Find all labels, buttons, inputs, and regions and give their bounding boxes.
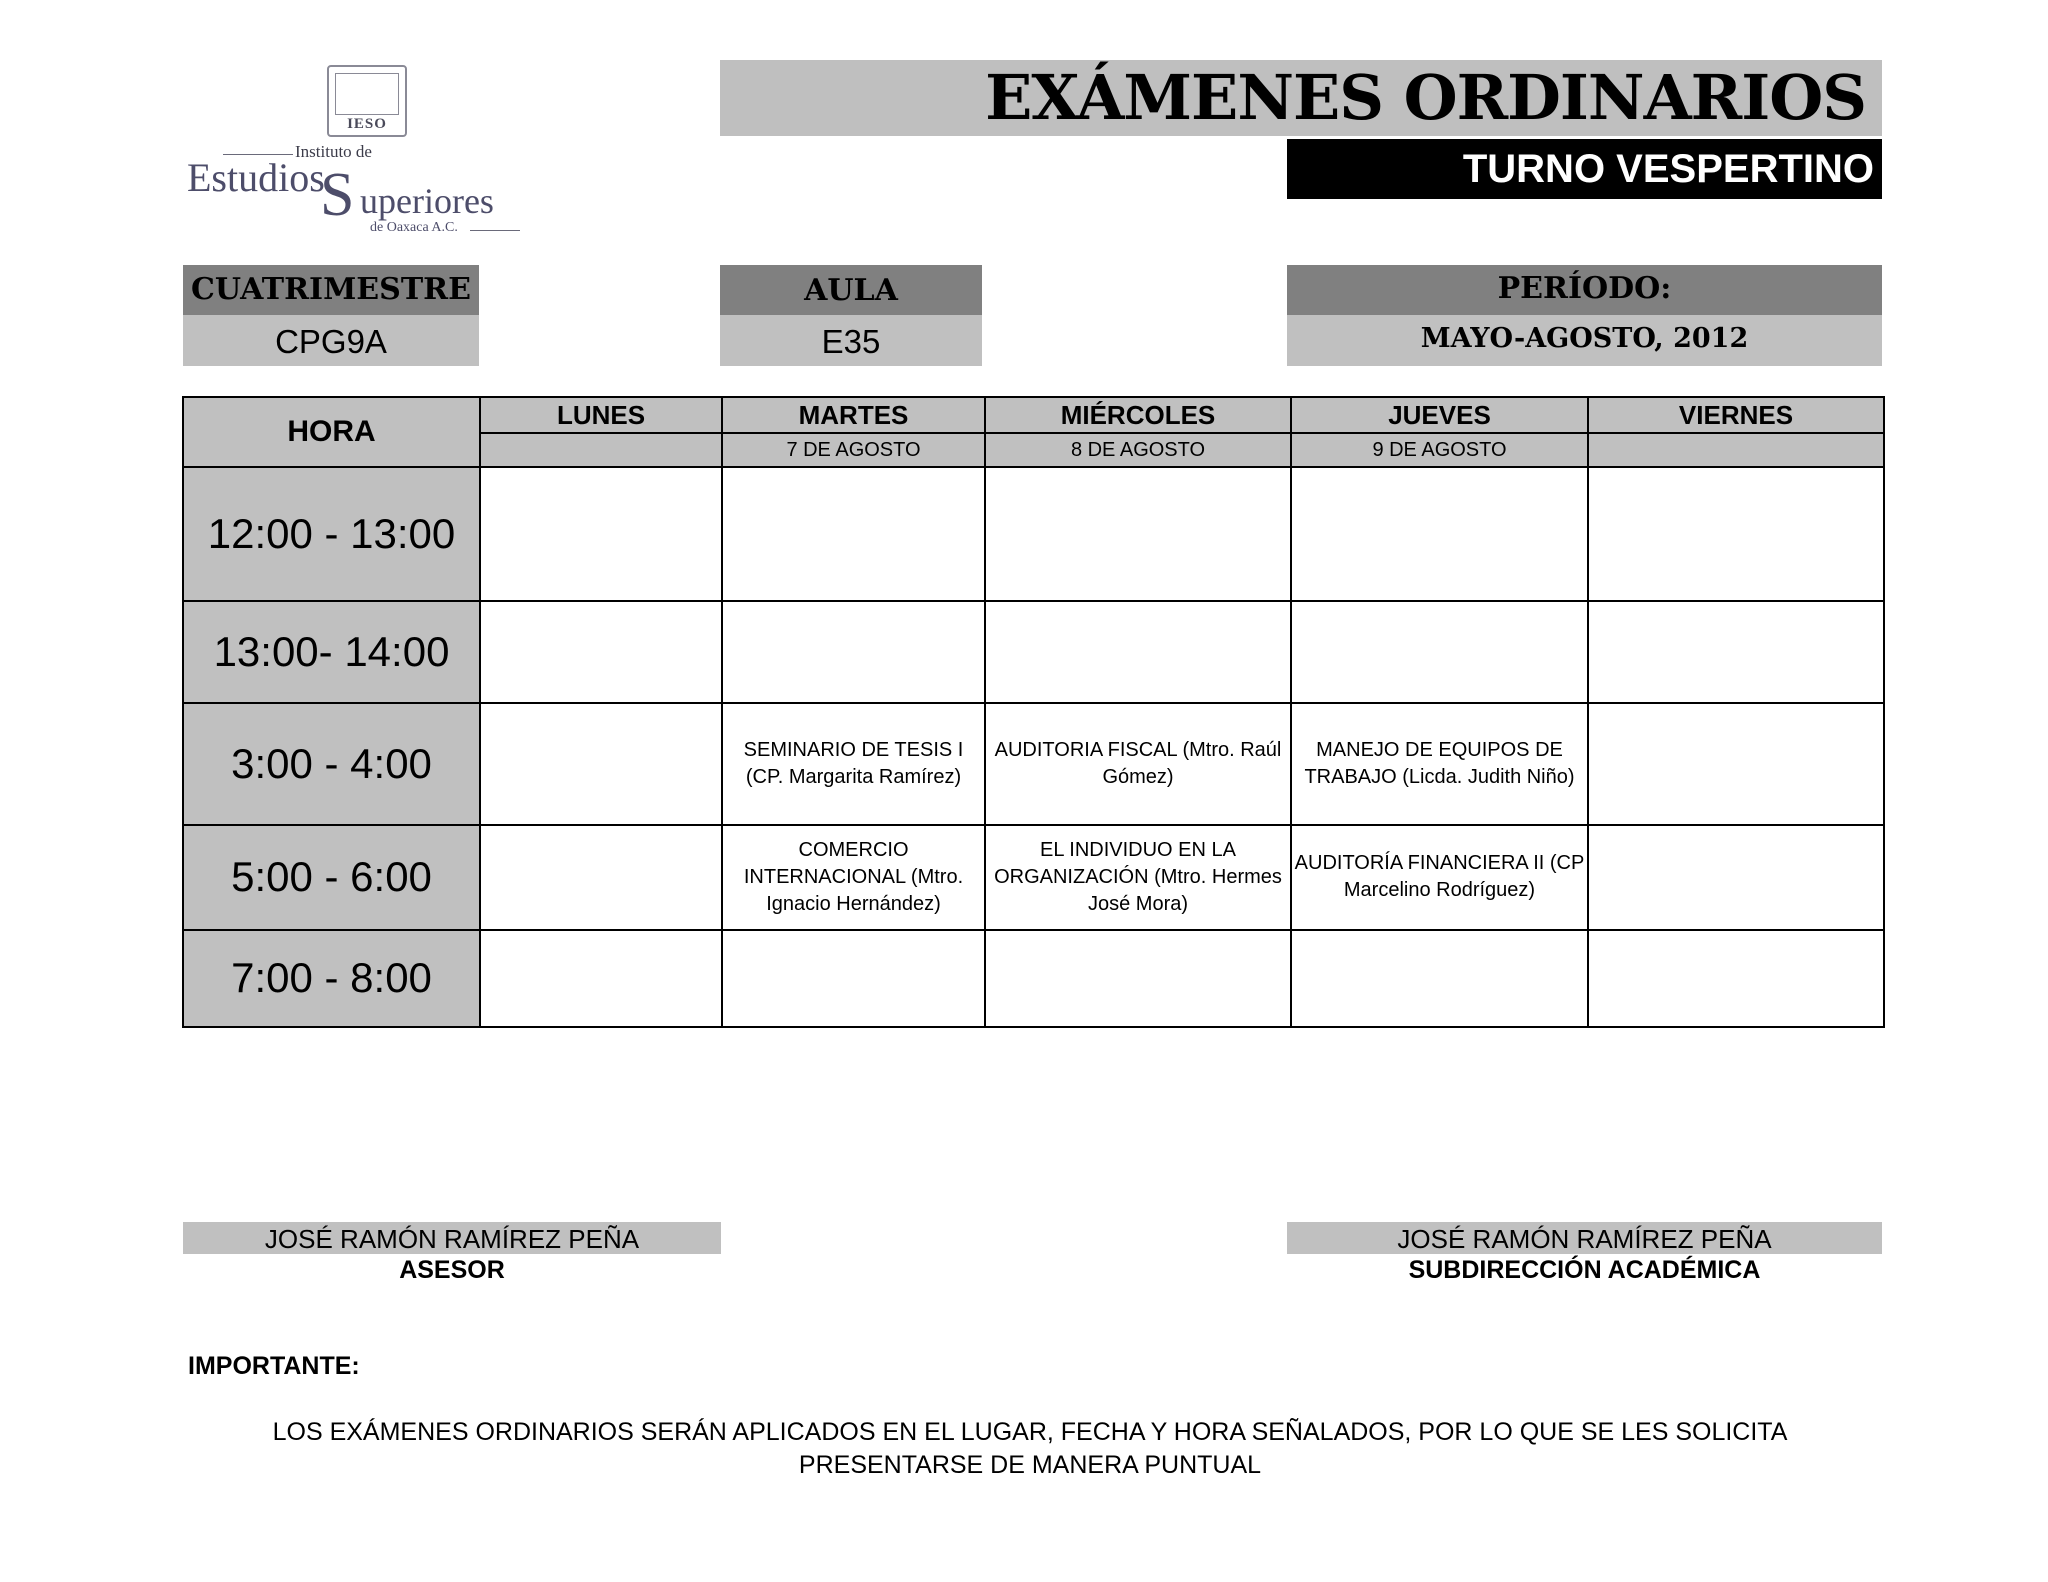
aula-value: E35 [720,315,982,366]
schedule-cell [480,825,722,929]
logo-big-s: S [320,161,355,229]
schedule-cell [722,467,985,600]
hora-header: HORA [183,397,480,467]
logo-word-estudios: Estudios [187,155,325,200]
date-jueves: 9 DE AGOSTO [1291,433,1588,467]
time-slot: 7:00 - 8:00 [183,930,480,1027]
time-slot: 13:00- 14:00 [183,601,480,703]
schedule-cell [1588,601,1884,703]
date-viernes [1588,433,1884,467]
schedule-cell: EL INDIVIDUO EN LA ORGANIZACIÓN (Mtro. Hermes José Mora) [985,825,1291,929]
subdirector-name: JOSÉ RAMÓN RAMÍREZ PEÑA [1287,1222,1882,1254]
aula-label: AULA [720,265,982,315]
periodo-label: PERÍODO: [1287,265,1882,315]
schedule-cell [722,930,985,1027]
advisor-name: JOSÉ RAMÓN RAMÍREZ PEÑA [183,1222,721,1254]
schedule-cell: MANEJO DE EQUIPOS DE TRABAJO (Licda. Judith Niño) [1291,703,1588,825]
logo-line-3: de Oaxaca A.C. [370,220,458,235]
table-row [183,467,1884,600]
schedule-cell: AUDITORIA FISCAL (Mtro. Raúl Gómez) [985,703,1291,825]
schedule-cell: COMERCIO INTERNACIONAL (Mtro. Ignacio Hernández) [722,825,985,929]
schedule-cell [1588,825,1884,929]
notice-text: LOS EXÁMENES ORDINARIOS SERÁN APLICADOS EN EL LUGAR, FECHA Y HORA SEÑALADOS, POR LO QUE SE LES SOLICITA PRESENTARSE DE MANERA PUNTUAL [272,1418,1788,1479]
time-slot: 3:00 - 4:00 [183,703,480,825]
time-slot: 5:00 - 6:00 [183,825,480,929]
emblem-text: IESO [347,116,387,132]
periodo-value: MAYO-AGOSTO, 2012 [1287,315,1882,366]
schedule-cell [480,930,722,1027]
time-slot: 12:00 - 13:00 [183,467,480,600]
day-header-viernes: VIERNES [1588,397,1884,433]
table-row [183,601,1884,703]
schedule-cell [1291,467,1588,600]
schedule-cell [1588,703,1884,825]
schedule-cell [1291,601,1588,703]
advisor-role: ASESOR [399,1256,505,1284]
institution-logo [185,62,535,242]
day-header-row [183,397,1884,433]
logo-word-superiores: uperiores [360,181,494,221]
date-lunes [480,433,722,467]
schedule-cell [1588,467,1884,600]
day-header-jueves: JUEVES [1291,397,1588,433]
shift-subtitle: TURNO VESPERTINO [1287,139,1882,199]
exam-schedule-table [182,396,1885,1028]
subdirector-role: SUBDIRECCIÓN ACADÉMICA [1408,1256,1761,1284]
schedule-cell [480,467,722,600]
day-header-martes: MARTES [722,397,985,433]
schedule-cell: SEMINARIO DE TESIS I (CP. Margarita Ramírez) [722,703,985,825]
schedule-cell [722,601,985,703]
schedule-cell [480,703,722,825]
table-row [183,703,1884,825]
schedule-cell [480,601,722,703]
ieso-emblem-icon [327,65,407,137]
page-title: EXÁMENES ORDINARIOS [720,60,1882,136]
cuatrimestre-label: CUATRIMESTRE [183,265,479,315]
schedule-cell [985,601,1291,703]
notice-label: IMPORTANTE: [188,1352,360,1380]
table-row [183,825,1884,929]
schedule-cell: AUDITORÍA FINANCIERA II (CP Marcelino Rodríguez) [1291,825,1588,929]
schedule-cell [985,930,1291,1027]
day-header-miercoles: MIÉRCOLES [985,397,1291,433]
schedule-cell [985,467,1291,600]
logo-line-1: Instituto de [295,142,372,161]
date-miercoles: 8 DE AGOSTO [985,433,1291,467]
day-header-lunes: LUNES [480,397,722,433]
schedule-cell [1291,930,1588,1027]
cuatrimestre-value: CPG9A [183,315,479,366]
date-martes: 7 DE AGOSTO [722,433,985,467]
schedule-cell [1588,930,1884,1027]
table-row [183,930,1884,1027]
